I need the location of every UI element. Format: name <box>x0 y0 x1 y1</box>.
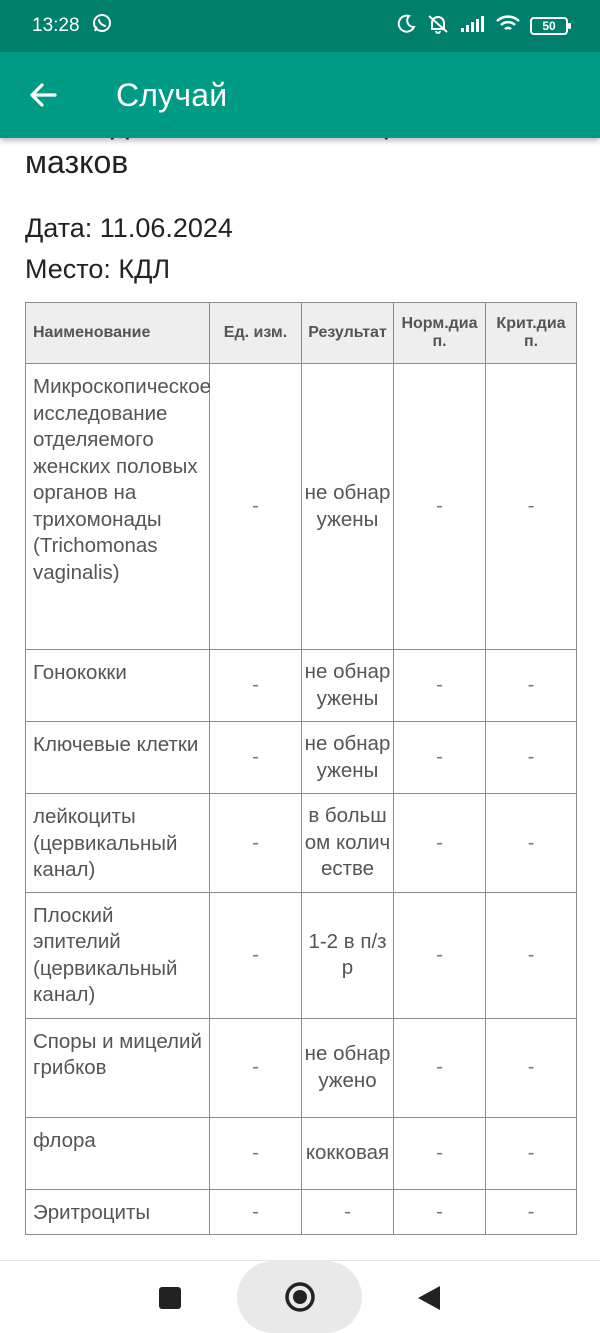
moon-icon <box>396 14 416 39</box>
cell-result: не обнаружено <box>302 1018 394 1117</box>
header-result: Результат <box>302 303 394 364</box>
cell-unit: - <box>210 650 302 722</box>
cell-norm: - <box>394 1189 486 1235</box>
cell-crit: - <box>486 1018 577 1117</box>
cell-unit: - <box>210 1117 302 1189</box>
record-date: Дата: 11.06.2024 <box>25 213 233 243</box>
cell-norm: - <box>394 364 486 650</box>
cell-result: не обнаружены <box>302 650 394 722</box>
recent-apps-button[interactable] <box>155 1283 185 1313</box>
table-row <box>26 892 577 1018</box>
cell-name: Эритроциты <box>26 1189 210 1235</box>
back-button[interactable] <box>0 52 86 138</box>
cell-crit: - <box>486 892 577 1018</box>
battery-icon: 50 <box>530 17 568 35</box>
arrow-left-icon <box>28 80 58 110</box>
cell-result: в большом количестве <box>302 794 394 893</box>
cell-unit: - <box>210 794 302 893</box>
system-nav-bar <box>0 1260 600 1332</box>
status-time: 13:28 <box>32 15 80 36</box>
cell-crit: - <box>486 1189 577 1235</box>
table-row <box>26 1117 577 1189</box>
cell-crit: - <box>486 1117 577 1189</box>
cell-result: не обнаружены <box>302 722 394 794</box>
record-meta <box>25 208 233 290</box>
cell-unit: - <box>210 1189 302 1235</box>
cell-norm: - <box>394 794 486 893</box>
signal-icon <box>460 15 486 38</box>
results-table <box>25 302 577 1235</box>
record-place: Место: КДЛ <box>25 254 171 284</box>
table-row <box>26 722 577 794</box>
home-icon <box>283 1280 317 1314</box>
app-bar <box>0 52 600 138</box>
cell-name: лейкоциты (цервикальный канал) <box>26 794 210 893</box>
cell-unit: - <box>210 892 302 1018</box>
record-title-end: мазков <box>25 144 129 180</box>
cell-name: Микроскопическое исследование отделяемого женских половых органов на трихомонады (Trichomonas vaginalis) <box>26 364 210 650</box>
table-row <box>26 364 577 650</box>
table-row <box>26 650 577 722</box>
cell-unit: - <box>210 722 302 794</box>
whatsapp-icon <box>92 13 112 39</box>
cell-name: флора <box>26 1117 210 1189</box>
cell-unit: - <box>210 364 302 650</box>
cell-name: Плоский эпителий (цервикальный канал) <box>26 892 210 1018</box>
cell-norm: - <box>394 1018 486 1117</box>
cell-crit: - <box>486 364 577 650</box>
back-triangle-icon <box>416 1284 442 1312</box>
header-norm: Норм.диап. <box>394 303 486 364</box>
table-body <box>26 364 577 1235</box>
table-row <box>26 794 577 893</box>
cell-name: Споры и мицелий грибков <box>26 1018 210 1117</box>
cell-crit: - <box>486 794 577 893</box>
status-left <box>32 13 112 39</box>
recent-apps-icon <box>158 1286 182 1310</box>
mute-icon <box>426 14 450 39</box>
record-content[interactable] <box>0 138 600 1260</box>
cell-unit: - <box>210 1018 302 1117</box>
cell-name: Гонококки <box>26 650 210 722</box>
cell-norm: - <box>394 1117 486 1189</box>
cell-norm: - <box>394 650 486 722</box>
table-row <box>26 1018 577 1117</box>
cell-crit: - <box>486 722 577 794</box>
header-name: Наименование <box>26 303 210 364</box>
nav-back-button[interactable] <box>412 1281 446 1315</box>
cell-crit: - <box>486 650 577 722</box>
cell-result: кокковая <box>302 1117 394 1189</box>
table-row <box>26 1189 577 1235</box>
header-crit: Крит.диап. <box>486 303 577 364</box>
cell-result: не обнаружены <box>302 364 394 650</box>
status-bar <box>0 0 600 52</box>
table-header-row <box>26 303 577 364</box>
header-unit: Ед. изм. <box>210 303 302 364</box>
cell-result: - <box>302 1189 394 1235</box>
status-right <box>396 14 568 39</box>
app-title: Случай <box>116 76 228 113</box>
cell-name: Ключевые клетки <box>26 722 210 794</box>
wifi-icon <box>496 15 520 38</box>
cell-norm: - <box>394 892 486 1018</box>
home-button[interactable] <box>237 1261 362 1333</box>
cell-result: 1-2 в п/зр <box>302 892 394 1018</box>
cell-norm: - <box>394 722 486 794</box>
